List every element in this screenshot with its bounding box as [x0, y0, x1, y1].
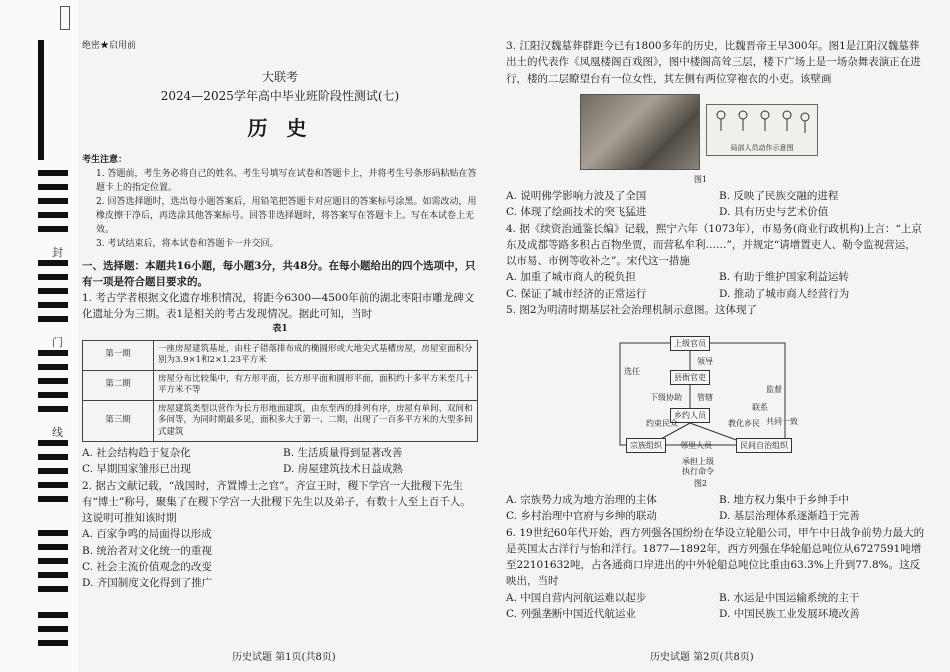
binding-bar [38, 586, 68, 592]
diagram-label: 承担上级 [682, 457, 714, 466]
question-4-options [506, 269, 926, 302]
table-row: 第一期 一座房屋建筑基址，由柱子错落排布成的椭圆形或大地尖式基槽房屋，房屋室面积分别为3.9×1和2×1.23平方米 [83, 340, 478, 370]
diagram-label: 教化乡民 [728, 419, 760, 428]
binding-bar [38, 212, 68, 218]
option: B. 生活质量得到显著改善 [283, 446, 403, 459]
binding-bar [38, 274, 68, 280]
diagram-label: 选任 [624, 367, 640, 376]
binding-bar [38, 496, 68, 502]
notice-item: 3. 考试结束后，将本试卷和答题卡一并交回。 [96, 238, 279, 249]
brand: 大联考 [261, 69, 298, 84]
option: B. 有助于维护国家利益运转 [719, 271, 849, 284]
diagram-label: 共同一致 [766, 417, 798, 426]
question-2-stem: 2. 据古文献记载，“战国时，齐置博士之官”。齐宣王时，稷下学宫一大批稷下先生有“博士”称号，聚集了在稷下学宫一大批稷下先生以及弟子，有数十人至上百千人。这说明可推知该时期 [82, 479, 471, 525]
option: C. 社会主流价值观念的改变 [82, 560, 212, 573]
node-neighbors: 邻里人员 [680, 441, 712, 450]
option: D. 基层治理体系逐渐趋于完善 [719, 510, 860, 523]
question-1-stem: 1. 考古学者根据文化遗存堆积情况，将距今6300—4500年前的湖北枣阳市雕龙碑文化遗址分为三期。表1是相关的考古发现情况。据此可知，当时 [82, 292, 475, 321]
option: A. 中国自营内河航运难以起步 [506, 591, 647, 604]
node-xiangyue: 乡约人员 [670, 408, 710, 423]
option: D. 中国民族工业发展环境改善 [719, 607, 860, 620]
page-1-footer: 历史试题 第1页(共8页) [232, 652, 336, 663]
option: C. 保证了城市经济的正常运行 [506, 287, 647, 300]
binding-solid-bar [38, 40, 44, 160]
binding-margin [0, 0, 78, 672]
node-county-officials: 县衙官吏 [670, 370, 710, 385]
diagram-label: 下级协助 [650, 393, 682, 402]
option: B. 水运是中国运输系统的主干 [719, 591, 860, 604]
mural-sketch [706, 104, 818, 156]
question-1-options [82, 445, 478, 478]
binding-bar [38, 260, 68, 266]
notice-item: 1. 答题前，考生务必将自己的姓名、考生号填写在试卷和答题卡上，并将考生号条形码粘贴在答题卡上的指定位置。 [96, 169, 477, 193]
question-6-stem: 6. 19世纪60年代开始，西方列强各国纷纷在华设立轮船公司，甲午中日战争前势力最大的是英国太古洋行与怡和洋行。1877—1892年，西方列强在华轮船总吨位从6727591吨增至22101632吨，占各通商口岸进出的中外轮船总吨位比重由63.3%上升到77.8%。这反映出，当时 [506, 526, 925, 588]
diagram-label: 监督 [766, 385, 782, 394]
option: C. 乡村治理中官府与乡绅的联动 [506, 510, 657, 523]
option: D. 齐国制度文化得到了推广 [82, 577, 213, 590]
table-caption: 表1 [272, 323, 288, 334]
option: B. 地方权力集中于乡绅手中 [719, 494, 849, 506]
binding-bar [38, 364, 68, 370]
table-row: 第三期 房屋建筑类型以营作为长方形地面建筑，由东至西的排列有序，房屋有单间、双间和多间等，为同时期最多见，面积多大于第一、二期，出现了一百多平方米的大型多间式建筑 [83, 400, 478, 441]
binding-bar [38, 640, 68, 646]
binding-bar [38, 198, 68, 204]
binding-char: 封 [52, 246, 63, 259]
sketch-figures [707, 105, 817, 139]
binding-bar [38, 530, 68, 536]
binding-bar [38, 544, 68, 550]
option: D. 推动了城市商人经营行为 [719, 287, 850, 300]
page-2-footer: 历史试题 第2页(共8页) [650, 652, 754, 663]
exam-title: 2024—2025学年高中毕业班阶段性测试(七) [160, 88, 400, 103]
question-3-stem: 3. 江阳汉魏墓葬群距今已有1800多年的历史，比魏晋帝王早300年。图1是江阳汉魏墓葬出土的代表作《凤凰楼阁百戏图》，图中楼阁高耸三层，楼下广场上是一场杂舞表演正在进行，楼的二层瞭望台有一位女性，其左侧有两位穿袍衣的小吏。该壁画 [506, 40, 921, 85]
binding-bar [38, 572, 68, 578]
binding-bar [38, 226, 68, 232]
binding-bar [38, 482, 68, 488]
binding-bar [38, 170, 68, 176]
mural-photo [580, 94, 700, 170]
node-civil-org: 民间自治组织 [736, 438, 792, 453]
option: C. 早期国家雏形已出现 [82, 463, 191, 476]
binding-bar [38, 392, 68, 398]
table-row: 第二期 房屋分布比较集中，有方形平面，长方形平面和圆形平面，面积约十多平方米至几十平方米不等 [83, 370, 478, 400]
binding-bar [38, 288, 68, 294]
binding-bar [38, 558, 68, 564]
binding-bar [38, 468, 68, 474]
node-upper-officials: 上级官员 [670, 336, 710, 351]
binding-bar [38, 316, 68, 322]
sketch-label: 局部人员动作示意图 [730, 144, 794, 152]
binding-bar [38, 350, 68, 356]
binding-bar [38, 612, 68, 618]
notice-item: 2. 回答选择题时，选出每小题答案后，用铅笔把答题卡对应题目的答案标号涂黑。如需改动，用橡皮擦干净后，再选涂其他答案标号。回答非选择题时，将答案写在答题卡上。写在本试卷上无效。 [96, 196, 477, 235]
section-heading: 一、选择题：本题共16小题，每小题3分，共48分。在每小题给出的四个选项中，只有一项是符合题目要求的。 [82, 259, 476, 288]
option: D. 具有历史与艺术价值 [719, 206, 829, 219]
figure-1-caption: 图1 [694, 175, 708, 184]
binding-bar [38, 454, 68, 460]
diagram-label: 领导 [697, 357, 713, 366]
figure-2-caption: 图2 [694, 479, 708, 488]
binding-bar [38, 302, 68, 308]
binding-char: 门 [52, 336, 63, 349]
option: C. 列强垄断中国近代航运业 [506, 607, 636, 620]
binding-bar [38, 378, 68, 384]
table-1 [82, 340, 478, 442]
question-5-options [506, 492, 926, 525]
diagram-label: 执行命令 [682, 467, 714, 476]
page-2-block-2 [506, 188, 926, 318]
diagram-label: 联系 [752, 403, 768, 412]
option: D. 房屋建筑技术日益成熟 [283, 463, 403, 476]
binding-char: 线 [52, 426, 63, 439]
option: A. 百家争鸣的局面得以形成 [82, 528, 212, 541]
page-2-block-3 [506, 492, 926, 622]
option: A. 加重了城市商人的税负担 [506, 271, 636, 284]
binding-bar [38, 406, 68, 412]
option: A. 宗族势力成为地方治理的主体 [506, 494, 657, 506]
diagram-label: 管辖 [697, 393, 713, 402]
option: A. 社会结构趋于复杂化 [82, 446, 191, 459]
subject-title: 历 史 [247, 116, 313, 141]
question-6-options [506, 590, 926, 623]
diagram-label: 约束民众 [646, 419, 678, 428]
corner-mark [60, 6, 70, 30]
option: C. 体现了绘画技术的突飞猛进 [506, 206, 647, 219]
page-1 [82, 0, 478, 591]
question-4-stem: 4. 据《续资治通鉴长编》记载，熙宁六年（1073年），市易务(商业行政机构)上言：“上京东及成都等路多积占百物坐贾，而营私牟利……”，并规定“请增置吏人、勒令监视营运，以市易、市例等收补之”。宋代这一措施 [506, 222, 922, 268]
binding-bar [38, 184, 68, 190]
option: B. 统治者对文化统一的重视 [82, 544, 212, 557]
question-5-stem: 5. 图2为明清时期基层社会治理机制示意图。这体现了 [506, 303, 758, 316]
notice-heading: 考生注意： [82, 155, 128, 166]
binding-bar [38, 626, 68, 632]
option: B. 反映了民族交融的进程 [719, 190, 839, 202]
question-3-options [506, 188, 926, 221]
binding-bar [38, 440, 68, 446]
node-clan: 宗族组织 [626, 438, 666, 453]
secret-label: 绝密★启用前 [82, 41, 137, 51]
option: A. 说明佛学影响力波及了全国 [506, 190, 647, 202]
page-2 [506, 0, 926, 87]
